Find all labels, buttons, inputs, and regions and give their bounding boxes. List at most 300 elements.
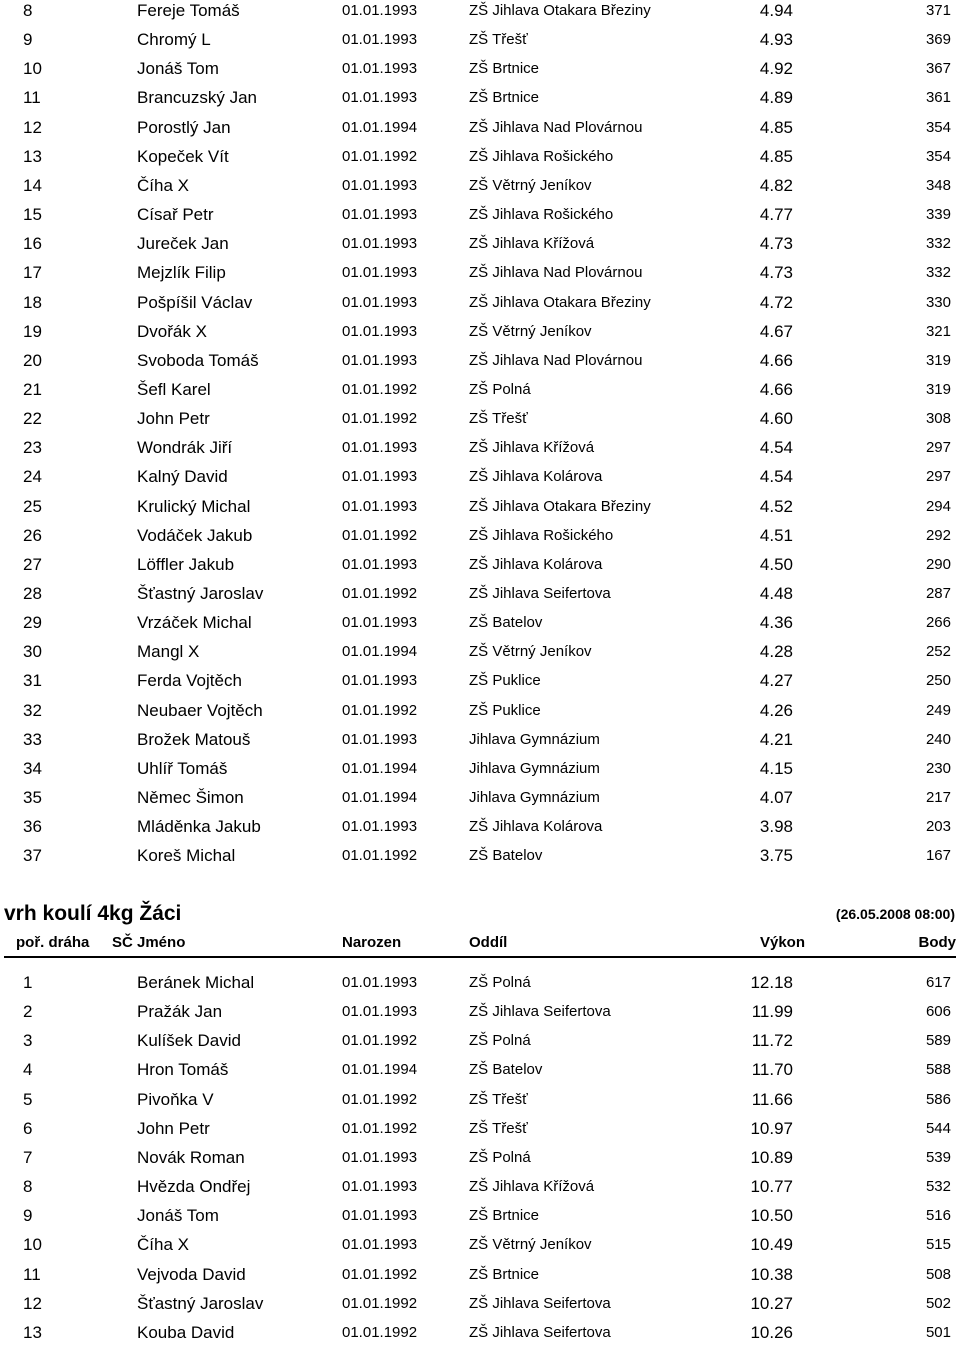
name-cell: John Petr: [137, 409, 210, 429]
performance-cell: 12.18: [750, 973, 793, 992]
points-cell: 266: [925, 614, 951, 632]
rank-cell: 18: [23, 292, 42, 312]
name-cell: Kouba David: [137, 1322, 235, 1342]
club-cell: ZŠ Brtnice: [469, 1207, 540, 1225]
name-cell: Fereje Tomáš: [137, 1, 240, 20]
rank-cell: 37: [23, 846, 42, 866]
club-cell: ZŠ Polná: [469, 1032, 531, 1050]
club-cell: ZŠ Jihlava Seifertova: [469, 1294, 611, 1312]
born-cell: 01.01.1992: [342, 1090, 418, 1108]
table-row: [0, 116, 960, 145]
club-cell: ZŠ Polná: [469, 974, 531, 991]
name-cell: Beránek Michal: [137, 973, 255, 992]
club-cell: ZŠ Jihlava Otakara Březiny: [469, 2, 651, 19]
born-cell: 01.01.1993: [342, 1003, 418, 1021]
rank-cell: 32: [23, 700, 42, 720]
name-cell: Jonáš Tom: [137, 1206, 219, 1226]
points-cell: 606: [925, 1003, 951, 1021]
club-cell: ZŠ Jihlava Kolárova: [469, 818, 603, 836]
performance-cell: 4.85: [759, 146, 793, 166]
name-cell: Šefl Karel: [137, 379, 211, 399]
rank-cell: 10: [23, 59, 42, 79]
points-cell: 371: [925, 2, 951, 19]
table-row: [0, 495, 960, 524]
rank-cell: 13: [23, 1322, 42, 1342]
rank-cell: 11: [23, 1264, 41, 1284]
born-cell: 01.01.1994: [342, 1061, 418, 1079]
performance-cell: 11.99: [751, 1002, 793, 1022]
rank-cell: 26: [23, 525, 42, 545]
points-cell: 532: [925, 1178, 951, 1196]
table-row: [0, 86, 960, 115]
rank-cell: 14: [23, 175, 42, 195]
points-cell: 308: [925, 410, 951, 428]
table-row: [0, 582, 960, 611]
performance-cell: 4.15: [759, 758, 793, 778]
name-cell: Mangl X: [137, 642, 200, 662]
born-cell: 01.01.1993: [342, 1207, 418, 1225]
name-cell: Mejzlík Filip: [137, 263, 226, 283]
born-cell: 01.01.1992: [342, 410, 418, 428]
table-row: [0, 1029, 960, 1058]
table-row: [0, 1088, 960, 1117]
header-performance: Výkon: [759, 934, 805, 951]
club-cell: ZŠ Jihlava Rošického: [469, 147, 614, 165]
rank-cell: 20: [23, 350, 42, 370]
born-cell: 01.01.1993: [342, 439, 418, 457]
born-cell: 01.01.1994: [342, 759, 418, 777]
points-cell: 361: [925, 89, 951, 107]
points-cell: 515: [925, 1236, 951, 1254]
performance-cell: 4.54: [759, 438, 793, 458]
performance-cell: 4.94: [759, 1, 793, 20]
born-cell: 01.01.1993: [342, 31, 418, 49]
performance-cell: 10.89: [750, 1147, 793, 1167]
club-cell: ZŠ Puklice: [469, 672, 541, 690]
performance-cell: 11.70: [751, 1060, 793, 1080]
table-row: [0, 786, 960, 815]
name-cell: Číha X: [137, 175, 189, 195]
performance-cell: 4.66: [759, 379, 793, 399]
table-row: [0, 1146, 960, 1175]
points-cell: 539: [925, 1148, 951, 1166]
rank-cell: 23: [23, 438, 42, 458]
points-cell: 332: [925, 235, 951, 253]
performance-cell: 4.52: [759, 496, 793, 516]
club-cell: ZŠ Puklice: [469, 701, 541, 719]
section-title: vrh koulí 4kg Žáci: [4, 902, 182, 925]
rank-cell: 31: [23, 671, 42, 691]
club-cell: ZŠ Brtnice: [469, 60, 540, 78]
table-row: [0, 320, 960, 349]
header-points: Body: [918, 934, 956, 951]
performance-cell: 10.27: [750, 1293, 793, 1313]
club-cell: ZŠ Jihlava Seifertova: [469, 1323, 611, 1341]
table-row: [0, 844, 960, 873]
table-row: [0, 291, 960, 320]
points-cell: 588: [925, 1061, 951, 1079]
born-cell: 01.01.1992: [342, 701, 418, 719]
performance-cell: 4.28: [759, 642, 793, 662]
club-cell: ZŠ Větrný Jeníkov: [469, 1236, 592, 1254]
name-cell: Vrzáček Michal: [137, 613, 252, 633]
born-cell: 01.01.1992: [342, 526, 418, 544]
points-cell: 250: [925, 672, 951, 690]
points-cell: 516: [925, 1207, 951, 1225]
table-row: [0, 699, 960, 728]
club-cell: ZŠ Brtnice: [469, 1265, 540, 1283]
name-cell: Uhlíř Tomáš: [137, 758, 228, 778]
name-cell: Hron Tomáš: [137, 1060, 229, 1080]
club-cell: ZŠ Jihlava Křížová: [469, 1178, 595, 1196]
points-cell: 589: [925, 1032, 951, 1050]
born-cell: 01.01.1993: [342, 2, 418, 19]
born-cell: 01.01.1992: [342, 1323, 418, 1341]
points-cell: 354: [925, 147, 951, 165]
name-cell: Jonáš Tom: [137, 59, 219, 79]
name-cell: Šťastný Jaroslav: [137, 1293, 264, 1313]
born-cell: 01.01.1993: [342, 818, 418, 836]
rank-cell: 36: [23, 817, 42, 837]
rank-cell: 11: [23, 88, 41, 108]
name-cell: Dvořák X: [137, 321, 207, 341]
rank-cell: 10: [23, 1235, 42, 1255]
performance-cell: 4.48: [759, 584, 793, 603]
born-cell: 01.01.1992: [342, 1032, 418, 1050]
points-cell: 369: [925, 31, 951, 49]
born-cell: 01.01.1993: [342, 264, 418, 282]
points-cell: 217: [925, 789, 951, 807]
table-row: [0, 378, 960, 407]
rank-cell: 1: [23, 973, 33, 992]
born-cell: 01.01.1994: [342, 789, 418, 807]
table-row: [0, 261, 960, 290]
club-cell: ZŠ Jihlava Rošického: [469, 526, 614, 544]
table-row: [0, 611, 960, 640]
club-cell: ZŠ Jihlava Seifertova: [469, 585, 611, 602]
club-cell: ZŠ Jihlava Nad Plovárnou: [469, 351, 643, 369]
rank-cell: 12: [23, 117, 42, 137]
table-row: [0, 407, 960, 436]
performance-cell: 4.89: [759, 88, 793, 108]
born-cell: 01.01.1993: [342, 974, 418, 991]
points-cell: 348: [925, 176, 951, 194]
name-cell: Mláděnka Jakub: [137, 817, 261, 837]
club-cell: ZŠ Batelov: [469, 847, 543, 865]
club-cell: ZŠ Jihlava Seifertova: [469, 1003, 611, 1021]
rank-cell: 8: [23, 1, 33, 20]
name-cell: Němec Šimon: [137, 788, 244, 808]
club-cell: Jihlava Gymnázium: [469, 789, 600, 807]
rank-cell: 13: [23, 146, 42, 166]
rank-cell: 9: [23, 1206, 33, 1226]
points-cell: 287: [925, 585, 951, 602]
table-row: [0, 524, 960, 553]
club-cell: ZŠ Jihlava Rošického: [469, 206, 614, 224]
born-cell: 01.01.1994: [342, 643, 418, 661]
points-cell: 544: [925, 1119, 951, 1137]
name-cell: Wondrák Jiří: [137, 438, 233, 458]
points-cell: 297: [925, 439, 951, 457]
name-cell: Ferda Vojtěch: [137, 671, 242, 691]
rank-cell: 3: [23, 1031, 33, 1051]
club-cell: ZŠ Jihlava Otakara Březiny: [469, 293, 651, 311]
name-cell: Pražák Jan: [137, 1002, 223, 1022]
club-cell: Jihlava Gymnázium: [469, 730, 600, 748]
rank-cell: 33: [23, 729, 42, 749]
born-cell: 01.01.1993: [342, 468, 418, 486]
points-cell: 294: [925, 497, 951, 515]
name-cell: Kopeček Vít: [137, 146, 229, 166]
section-datetime: (26.05.2008 08:00): [835, 906, 955, 922]
born-cell: 01.01.1992: [342, 380, 418, 398]
performance-cell: 4.60: [759, 409, 793, 429]
header-divider: [4, 956, 956, 958]
table-row: [0, 203, 960, 232]
table-row: [0, 1000, 960, 1029]
table-row: [0, 1233, 960, 1262]
performance-cell: 11.72: [751, 1031, 793, 1051]
performance-cell: 4.77: [759, 205, 793, 225]
name-cell: Krulický Michal: [137, 496, 251, 516]
born-cell: 01.01.1993: [342, 293, 418, 311]
club-cell: ZŠ Batelov: [469, 614, 543, 632]
points-cell: 508: [925, 1265, 951, 1283]
born-cell: 01.01.1993: [342, 730, 418, 748]
table-row: [0, 815, 960, 844]
header-name: SČ Jméno: [112, 934, 186, 951]
points-cell: 321: [925, 322, 951, 340]
rank-cell: 22: [23, 409, 42, 429]
name-cell: Číha X: [137, 1235, 189, 1255]
performance-cell: 4.21: [759, 729, 793, 749]
table-row: [0, 669, 960, 698]
table-row: [0, 1058, 960, 1087]
table-row: [0, 1321, 960, 1350]
club-cell: ZŠ Větrný Jeníkov: [469, 322, 592, 340]
rank-cell: 24: [23, 467, 42, 487]
name-cell: Kulíšek David: [137, 1031, 241, 1051]
name-cell: John Petr: [137, 1118, 210, 1138]
club-cell: ZŠ Brtnice: [469, 89, 540, 107]
name-cell: Hvězda Ondřej: [137, 1177, 251, 1197]
points-cell: 252: [925, 643, 951, 661]
table-row: [0, 1117, 960, 1146]
points-cell: 332: [925, 264, 951, 282]
table-row: [0, 640, 960, 669]
performance-cell: 4.50: [759, 554, 793, 574]
performance-cell: 3.75: [759, 846, 793, 866]
rank-cell: 17: [23, 263, 42, 283]
club-cell: ZŠ Třešť: [469, 1090, 528, 1108]
born-cell: 01.01.1992: [342, 1265, 418, 1283]
club-cell: ZŠ Třešť: [469, 410, 528, 428]
performance-cell: 4.27: [759, 671, 793, 691]
performance-cell: 4.73: [759, 263, 793, 283]
born-cell: 01.01.1993: [342, 614, 418, 632]
rank-cell: 7: [23, 1147, 33, 1167]
performance-cell: 4.67: [759, 321, 793, 341]
table-row: [0, 436, 960, 465]
rank-cell: 19: [23, 321, 42, 341]
performance-cell: 10.38: [750, 1264, 793, 1284]
table-row: [0, 757, 960, 786]
rank-cell: 28: [23, 584, 42, 603]
rank-cell: 21: [23, 379, 42, 399]
name-cell: Pivoňka V: [137, 1089, 214, 1109]
name-cell: Šťastný Jaroslav: [137, 584, 264, 603]
points-cell: 502: [925, 1294, 951, 1312]
club-cell: ZŠ Jihlava Kolárova: [469, 555, 603, 573]
club-cell: ZŠ Jihlava Nad Plovárnou: [469, 118, 643, 136]
club-cell: ZŠ Větrný Jeníkov: [469, 176, 592, 194]
rank-cell: 34: [23, 758, 42, 778]
table-row: [0, 1292, 960, 1321]
points-cell: 230: [925, 759, 951, 777]
table-row: [0, 145, 960, 174]
table-row: [0, 465, 960, 494]
club-cell: ZŠ Jihlava Křížová: [469, 439, 595, 457]
header-club: Oddíl: [469, 934, 508, 951]
header-rank: poř. dráha: [16, 934, 90, 951]
born-cell: 01.01.1993: [342, 1148, 418, 1166]
table-row: [0, 57, 960, 86]
table-row: [0, 553, 960, 582]
rank-cell: 29: [23, 613, 42, 633]
club-cell: ZŠ Polná: [469, 380, 531, 398]
header-born: Narozen: [342, 934, 402, 951]
name-cell: Brancuzský Jan: [137, 88, 257, 108]
born-cell: 01.01.1993: [342, 555, 418, 573]
performance-cell: 4.82: [759, 175, 793, 195]
performance-cell: 10.97: [750, 1118, 793, 1138]
rank-cell: 2: [23, 1002, 33, 1022]
born-cell: 01.01.1992: [342, 585, 418, 602]
born-cell: 01.01.1993: [342, 89, 418, 107]
rank-cell: 16: [23, 234, 42, 254]
performance-cell: 10.77: [750, 1177, 793, 1197]
born-cell: 01.01.1994: [342, 118, 418, 136]
born-cell: 01.01.1993: [342, 672, 418, 690]
points-cell: 367: [925, 60, 951, 78]
points-cell: 292: [925, 526, 951, 544]
performance-cell: 4.93: [759, 30, 793, 50]
points-cell: 586: [925, 1090, 951, 1108]
table-row: [0, 1204, 960, 1233]
name-cell: Jureček Jan: [137, 234, 229, 254]
points-cell: 240: [925, 730, 951, 748]
table-row: [0, 728, 960, 757]
performance-cell: 4.85: [759, 117, 793, 137]
rank-cell: 25: [23, 496, 42, 516]
performance-cell: 3.98: [759, 817, 793, 837]
name-cell: Pošpíšil Václav: [137, 292, 253, 312]
table-row: [0, 349, 960, 378]
club-cell: Jihlava Gymnázium: [469, 759, 600, 777]
born-cell: 01.01.1993: [342, 60, 418, 78]
born-cell: 01.01.1993: [342, 206, 418, 224]
rank-cell: 6: [23, 1118, 33, 1138]
club-cell: ZŠ Batelov: [469, 1061, 543, 1079]
points-cell: 617: [925, 974, 951, 991]
points-cell: 354: [925, 118, 951, 136]
rank-cell: 35: [23, 788, 42, 808]
born-cell: 01.01.1993: [342, 322, 418, 340]
born-cell: 01.01.1993: [342, 1178, 418, 1196]
born-cell: 01.01.1992: [342, 1119, 418, 1137]
table-row: [0, 1175, 960, 1204]
club-cell: ZŠ Jihlava Otakara Březiny: [469, 497, 651, 515]
performance-cell: 4.51: [759, 525, 793, 545]
rank-cell: 30: [23, 642, 42, 662]
performance-cell: 4.54: [759, 467, 793, 487]
points-cell: 339: [925, 206, 951, 224]
rank-cell: 12: [23, 1293, 42, 1313]
name-cell: Brožek Matouš: [137, 729, 251, 749]
table-row: [0, 174, 960, 203]
rank-cell: 27: [23, 554, 42, 574]
rank-cell: 5: [23, 1089, 33, 1109]
name-cell: Vejvoda David: [137, 1264, 246, 1284]
born-cell: 01.01.1993: [342, 351, 418, 369]
born-cell: 01.01.1993: [342, 176, 418, 194]
born-cell: 01.01.1992: [342, 147, 418, 165]
points-cell: 290: [925, 555, 951, 573]
name-cell: Koreš Michal: [137, 846, 236, 866]
performance-cell: 10.26: [750, 1322, 793, 1342]
performance-cell: 4.72: [759, 292, 793, 312]
born-cell: 01.01.1992: [342, 847, 418, 865]
performance-cell: 10.50: [750, 1206, 793, 1226]
performance-cell: 4.73: [759, 234, 793, 254]
table-row: [0, 232, 960, 261]
club-cell: ZŠ Jihlava Kolárova: [469, 468, 603, 486]
rank-cell: 15: [23, 205, 42, 225]
table-row: [0, 0, 960, 28]
club-cell: ZŠ Jihlava Křížová: [469, 235, 595, 253]
name-cell: Svoboda Tomáš: [137, 350, 259, 370]
name-cell: Neubaer Vojtěch: [137, 700, 263, 720]
performance-cell: 4.66: [759, 350, 793, 370]
table-row: [0, 971, 960, 1000]
name-cell: Kalný David: [137, 467, 228, 487]
club-cell: ZŠ Třešť: [469, 1119, 528, 1137]
born-cell: 01.01.1993: [342, 235, 418, 253]
rank-cell: 8: [23, 1177, 33, 1197]
points-cell: 297: [925, 468, 951, 486]
club-cell: ZŠ Třešť: [469, 31, 528, 49]
club-cell: ZŠ Jihlava Nad Plovárnou: [469, 264, 643, 282]
performance-cell: 4.92: [759, 59, 793, 79]
table-row: [0, 28, 960, 57]
club-cell: ZŠ Polná: [469, 1148, 531, 1166]
performance-cell: 4.07: [759, 788, 793, 808]
points-cell: 501: [925, 1323, 951, 1341]
points-cell: 249: [925, 701, 951, 719]
points-cell: 319: [925, 380, 951, 398]
name-cell: Císař Petr: [137, 205, 214, 225]
name-cell: Vodáček Jakub: [137, 525, 253, 545]
rank-cell: 4: [23, 1060, 33, 1080]
performance-cell: 10.49: [750, 1235, 793, 1255]
performance-cell: 4.26: [759, 700, 793, 720]
performance-cell: 11.66: [751, 1089, 793, 1109]
name-cell: Porostlý Jan: [137, 117, 231, 137]
born-cell: 01.01.1993: [342, 497, 418, 515]
born-cell: 01.01.1993: [342, 1236, 418, 1254]
club-cell: ZŠ Větrný Jeníkov: [469, 643, 592, 661]
points-cell: 319: [925, 351, 951, 369]
